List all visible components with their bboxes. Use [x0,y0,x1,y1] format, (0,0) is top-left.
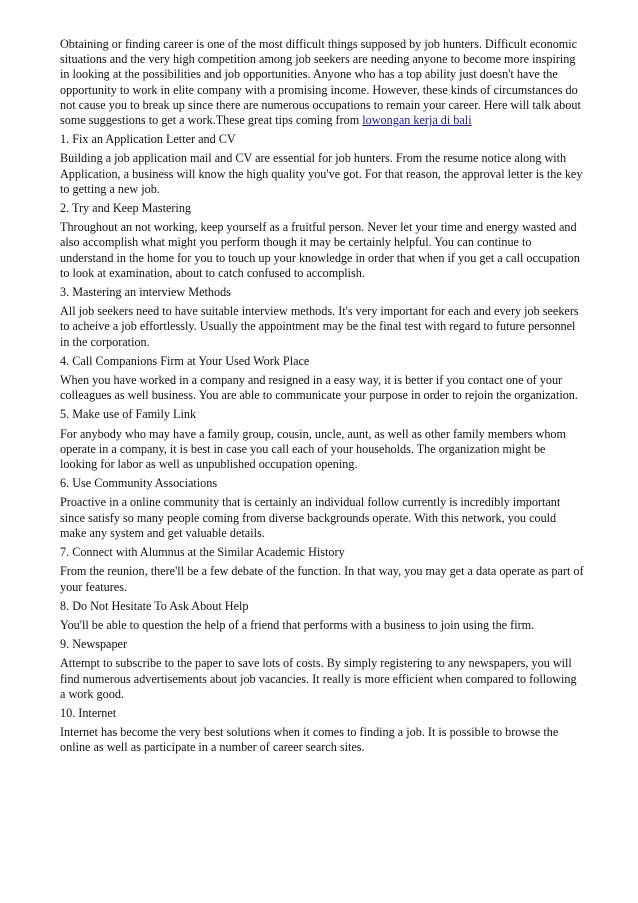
lowongan-kerja-link[interactable]: lowongan kerja di bali [362,113,472,128]
section-body-7: From the reunion, there'll be a few debate of the function. In that way, you may get a data operate as part of your features. [60,564,584,594]
section-heading-4: 4. Call Companions Firm at Your Used Work Place [60,353,310,368]
document-page [60,37,585,760]
section-body-4: When you have worked in a company and resigned in a easy way, it is better if you contact one of your colleagues as well business. You are able to communicate your purpose in order to rejoin the organization. [60,373,578,403]
section-body-1: Building a job application mail and CV are essential for job hunters. From the resume notice along with Application, a business will know the high quality you've got. For that reason, the approval letter is the key to getting a new job. [60,151,583,196]
section-heading-9: 9. Newspaper [60,637,128,652]
section-body-6: Proactive in a online community that is certainly an individual follow currently is incredibly important since satisfy so many people coming from diverse backgrounds operate. With this network, you could make any system and get valuable details. [60,495,561,540]
section-body-8: You'll be able to question the help of a friend that performs with a business to join using the firm. [60,617,535,632]
section-heading-2: 2. Try and Keep Mastering [60,201,192,216]
section-body-9: Attempt to subscribe to the paper to save lots of costs. By simply registering to any newspapers, you will find numerous advertisements about job vacancies. It really is more efficient when compared to following a work good. [60,656,577,701]
section-heading-7: 7. Connect with Alumnus at the Similar Academic History [60,545,345,560]
section-heading-8: 8. Do Not Hesitate To Ask About Help [60,598,249,613]
intro-text: Obtaining or finding career is one of the most difficult things supposed by job hunters. Difficult economic situations and the very high competition among job seekers are needing anyone to become more inspiring in looking at the possibilities and job opportunities. Anyone who has a top ability just doesn't have the opportunity to work in elite company with a promising income. However, these kinds of circumstances do not cause you to break up since there are numerous occupations to remain your career. Here will talk about some suggestions to get a work.These great tips coming from [60,37,581,128]
section-body-5: For anybody who may have a family group, cousin, uncle, aunt, as well as other family members whom operate in a company, it is best in case you call each of your households. The organization might be looking for labor as well as unpublished occupation opening. [60,426,567,472]
section-heading-1: 1. Fix an Application Letter and CV [60,132,236,147]
section-heading-3: 3. Mastering an interview Methods [60,285,231,300]
section-heading-10: 10. Internet [60,705,117,720]
section-body-2: Throughout an not working, keep yourself as a fruitful person. Never let your time and energy wasted and also accomplish what might you perform though it may be certainly helpful. You can continue to understand in the home for you to touch up your knowledge in order that when if you get a call occupation to look at examination, about to catch confused to accomplish. [60,220,580,280]
intro-paragraph [60,37,585,128]
section-body-3: All job seekers need to have suitable interview methods. It's very important for each and every job seekers to acheive a job effortlessly. Usually the appointment may be the final test with regard to future personnel in the corporation. [60,304,579,349]
section-heading-6: 6. Use Community Associations [60,476,218,491]
section-heading-5: 5. Make use of Family Link [60,407,197,422]
section-body-10: Internet has become the very best solutions when it comes to finding a job. It is possible to browse the online as well as participate in a number of career search sites. [60,725,559,755]
